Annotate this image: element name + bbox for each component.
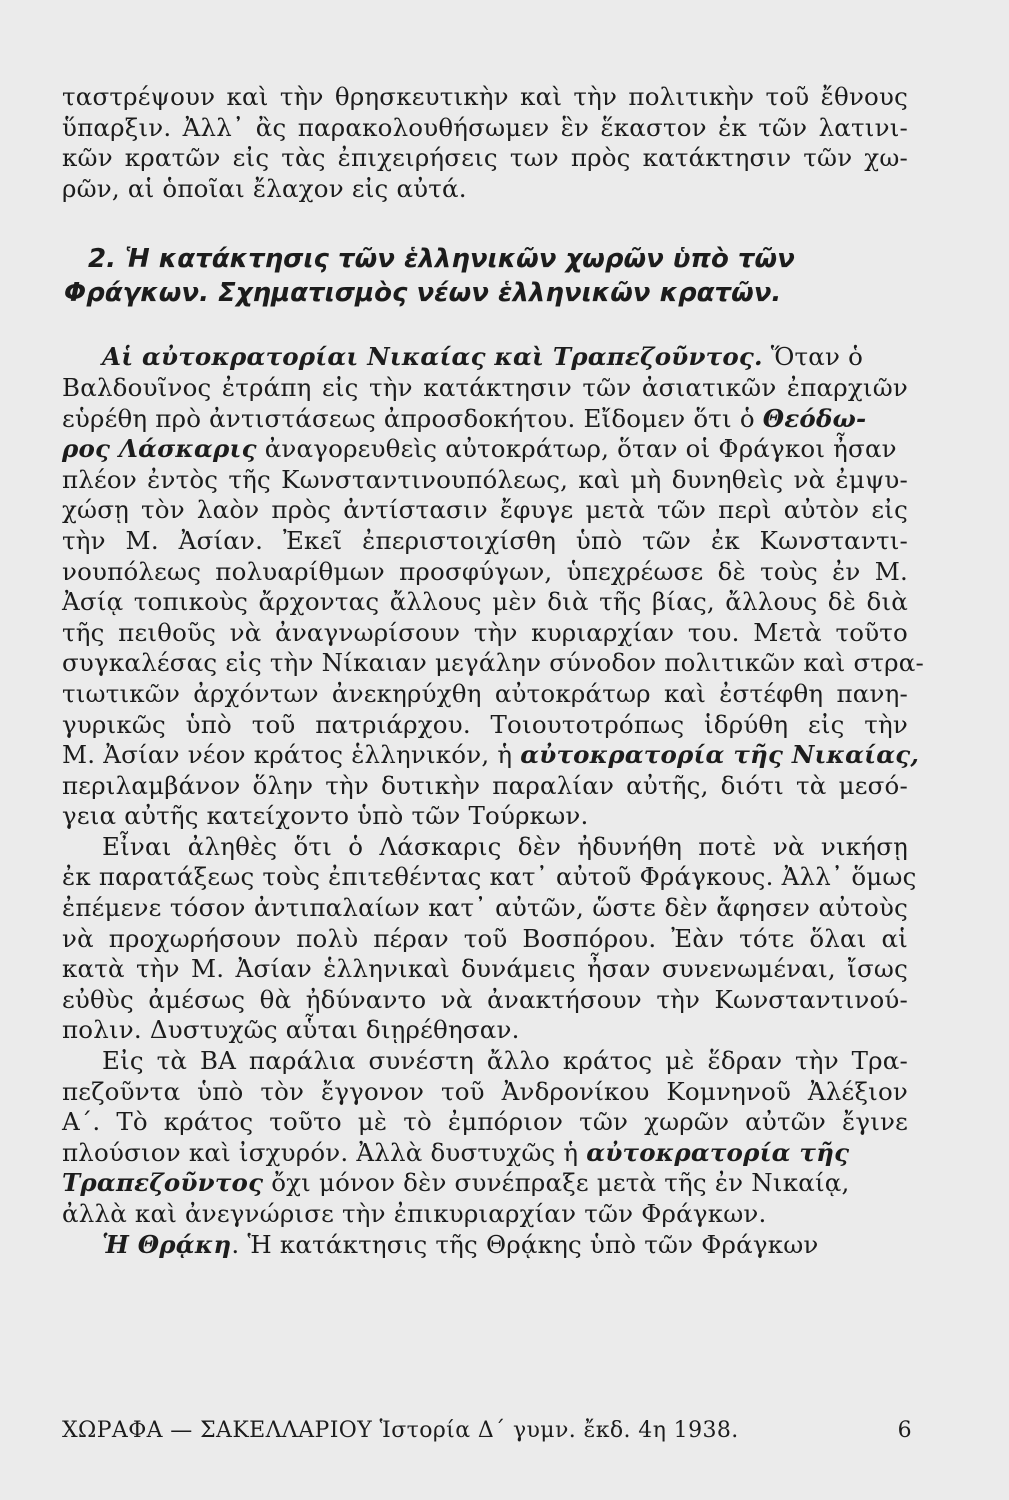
intro-paragraph (62, 82, 908, 204)
text-line: περιλαμβάνον ὅλην τὴν δυτικὴν παραλίαν αὐτῆς, διότι τὰ μεσό- (62, 770, 908, 800)
text-run: ἀναγορευθεὶς αὐτοκράτωρ, ὅταν οἱ Φράγκοι ἦσαν (256, 434, 897, 464)
paragraph-subheading: Αἱ αὐτοκρατορίαι Νικαίας καὶ Τραπεζοῦντος. (102, 342, 763, 372)
text-line: ἐκ παρατάξεως τοὺς ἐπιτεθέντας κατ᾽ αὐτοῦ Φράγκους. Ἀλλ᾽ ὅμως (62, 862, 917, 892)
text-line: τὴν Μ. Ἀσίαν. Ἐκεῖ ἐπεριστοιχίσθη ὑπὸ τῶν ἐκ Κωνσταντι- (62, 525, 908, 555)
text-line: πλέον ἐντὸς τῆς Κωνσταντινουπόλεως, καὶ μὴ δυνηθεὶς νὰ ἐμψυ- (62, 464, 908, 494)
text-line: γεια αὐτῆς κατείχοντο ὑπὸ τῶν Τούρκων. (62, 801, 589, 831)
paragraph-subheading: Ἡ Θρᾴκη (102, 1229, 232, 1259)
text-line (62, 342, 908, 373)
text-line: Εἶναι ἀληθὲς ὅτι ὁ Λάσκαρις δὲν ἠδυνήθη ποτὲ νὰ νικήσῃ (102, 831, 908, 861)
text-line: ταστρέψουν καὶ τὴν θρησκευτικὴν καὶ τὴν πολιτικὴν τοῦ ἔθνους (62, 82, 908, 111)
text-line: γυρικῶς ὑπὸ τοῦ πατριάρχου. Τοιουτοτρόπως ἱδρύθη εἰς τὴν (62, 709, 908, 739)
section-heading-continued: Φράγκων. Σχηματισμὸς νέων ἑλληνικῶν κρατῶν. (64, 278, 782, 309)
text-line (62, 740, 920, 771)
text-line (62, 404, 908, 435)
text-line: ἐπέμενε τόσον ἀντιπαλαίων κατ᾽ αὐτῶν, ὥστε δὲν ἄφησεν αὐτοὺς (62, 893, 908, 923)
document-page (62, 82, 924, 1260)
text-line: Βαλδουῖνος ἐτράπη εἰς τὴν κατάκτησιν τῶν ἀσιατικῶν ἐπαρχιῶν (62, 372, 908, 402)
text-line: τιωτικῶν ἀρχόντων ἀνεκηρύχθη αὐτοκράτωρ καὶ ἐστέφθη πανη- (62, 678, 908, 708)
text-line: νουπόλεως πολυαρίθμων προσφύγων, ὑπεχρέωσε δὲ τοὺς ἐν Μ. (62, 556, 908, 586)
text-line (62, 434, 908, 465)
text-line: συγκαλέσας εἰς τὴν Νίκαιαν μεγάλην σύνοδον πολιτικῶν καὶ στρα- (62, 648, 924, 678)
paragraph-thrace (62, 1230, 908, 1261)
section-heading: 2. Ἡ κατάκτησις τῶν ἑλληνικῶν χωρῶν ὑπὸ τῶν (88, 244, 795, 275)
paragraph-trebizond (62, 1046, 908, 1230)
text-line: πεζοῦντα ὑπὸ τὸν ἔγγονον τοῦ Ἀνδρονίκου Κομνηνοῦ Ἀλέξιον (62, 1076, 908, 1106)
emphasis-term: Τραπεζοῦντος (62, 1168, 264, 1198)
emphasis-name: Θεόδω- (762, 403, 867, 433)
text-line: Ἀσίᾳ τοπικοὺς ἄρχοντας ἄλλους μὲν διὰ τῆς βίας, ἄλλους δὲ διὰ (62, 587, 908, 617)
emphasis-term: αὐτοκρατορία τῆς (586, 1137, 850, 1167)
footer-citation: ΧΩΡΑΦΑ — ΣΑΚΕΛΛΑΡΙΟΥ Ἱστορία Δ΄ γυμν. ἔκδ. 4η 1938. (62, 1418, 739, 1443)
paragraph-laskaris (62, 831, 917, 1046)
text-line: Εἰς τὰ ΒΑ παράλια συνέστη ἄλλο κράτος μὲ ἕδραν τὴν Τρα- (102, 1046, 908, 1076)
text-line: κατὰ τὴν Μ. Ἀσίαν ἑλληνικαὶ δυνάμεις ἦσαν συνενωμέναι, ἴσως (62, 954, 908, 984)
emphasis-name: ρος Λάσκαρις (62, 434, 257, 464)
text-line: τῆς πειθοῦς νὰ ἀναγνωρίσουν τὴν κυριαρχίαν του. Μετὰ τοῦτο (62, 617, 908, 647)
text-line: ἀλλὰ καὶ ἀνεγνώρισε τὴν ἐπικυριαρχίαν τῶν Φράγκων. (62, 1199, 767, 1228)
text-line: χώσῃ τὸν λαὸν πρὸς ἀντίστασιν ἔφυγε μετὰ τῶν περὶ αὐτὸν εἰς (62, 495, 908, 525)
text-run: πλούσιον καὶ ἰσχυρόν. Ἀλλὰ δυστυχῶς ἡ (62, 1137, 587, 1167)
text-run: εὑρέθη πρὸ ἀντιστάσεως ἀπροσδοκήτου. Εἴδομεν ὅτι ὁ (62, 403, 763, 433)
text-run: Μ. Ἀσίαν νέον κράτος ἑλληνικόν, ἡ (62, 740, 521, 770)
text-line: πολιν. Δυστυχῶς αὗται διῃρέθησαν. (62, 1015, 520, 1045)
text-run: ὄχι μόνον δὲν συνέπραξε μετὰ τῆς ἐν Νικαίᾳ, (263, 1168, 850, 1198)
emphasis-term: αὐτοκρατορία τῆς Νικαίας, (520, 740, 920, 770)
text-line: νὰ προχωρήσουν πολὺ πέραν τοῦ Βοσπόρου. Ἐὰν τότε ὅλαι αἱ (62, 923, 908, 953)
paragraph-nicaea-trebizond (62, 342, 924, 832)
text-line (62, 1138, 908, 1169)
text-line: ὕπαρξιν. Ἀλλ᾽ ἂς παρακολουθήσωμεν ἓν ἕκαστον ἐκ τῶν λατινι- (62, 112, 908, 142)
text-line (62, 1230, 908, 1261)
text-run: Ὅταν ὁ (762, 342, 864, 372)
text-line: εὐθὺς ἀμέσως θὰ ἠδύναντο νὰ ἀνακτήσουν τὴν Κωνσταντινού- (62, 984, 908, 1014)
text-run: . Ἡ κατάκτησις τῆς Θρᾴκης ὑπὸ τῶν Φράγκων (231, 1229, 819, 1259)
page-footer (62, 1418, 912, 1443)
page-number: 6 (897, 1418, 912, 1443)
text-line: Α΄. Τὸ κράτος τοῦτο μὲ τὸ ἐμπόριον τῶν χωρῶν αὐτῶν ἔγινε (62, 1107, 908, 1137)
text-line: ρῶν, αἱ ὁποῖαι ἔλαχον εἰς αὐτά. (62, 173, 467, 203)
text-line: κῶν κρατῶν εἰς τὰς ἐπιχειρήσεις των πρὸς κατάκτησιν τῶν χω- (62, 143, 908, 173)
text-line (62, 1168, 908, 1199)
